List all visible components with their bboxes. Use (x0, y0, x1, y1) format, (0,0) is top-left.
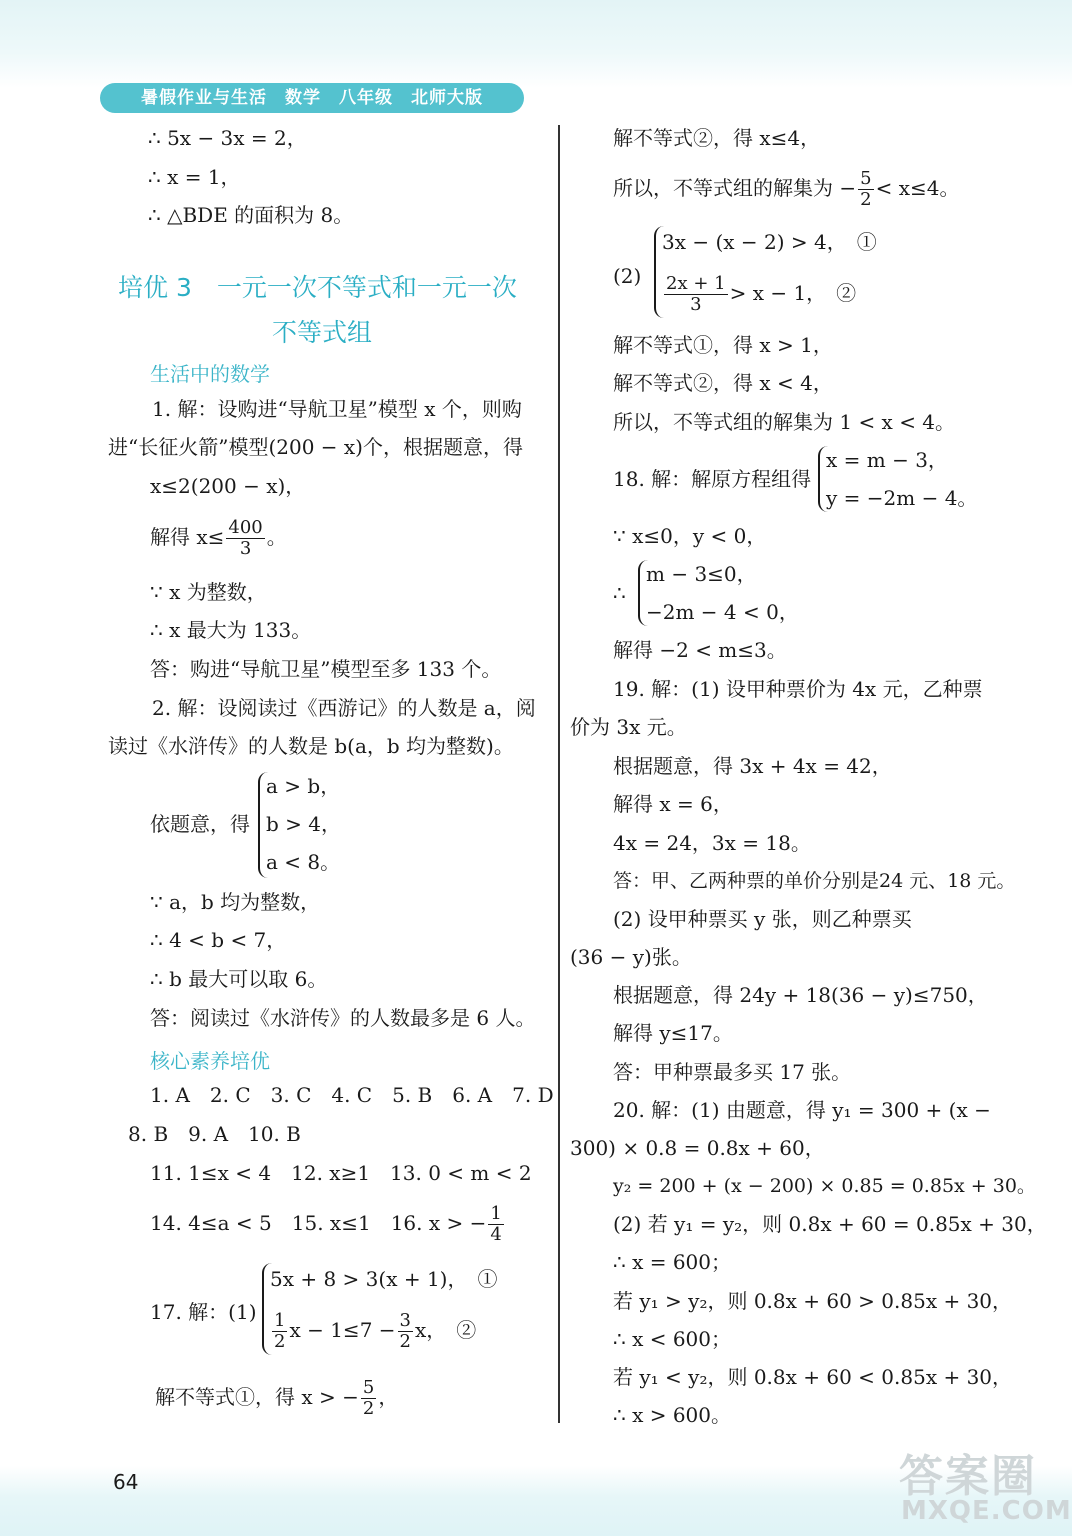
equation-system (258, 772, 378, 882)
text-fragment: < x≤4。 (875, 176, 960, 200)
text-line (613, 163, 959, 213)
text-line: 若 y₁ > y₂，则 0.8x + 60 > 0.85x + 30， (613, 1289, 1013, 1313)
text-line: 解不等式②，得 x≤4， (613, 126, 821, 150)
text-line: (2) 若 y₁ = y₂，则 0.8x + 60 = 0.85x + 30， (613, 1212, 1047, 1236)
text-line: (36 − y)张。 (570, 945, 692, 969)
text-line: 若 y₁ < y₂，则 0.8x + 60 < 0.85x + 30， (613, 1365, 1013, 1389)
system-line: y = −2m − 4。 (826, 486, 978, 510)
text-line: ∵ a，b 均为整数， (150, 890, 321, 914)
text-line: 解得 −2 < m≤3。 (613, 638, 787, 662)
text-line: ∵ x≤0，y < 0， (613, 524, 767, 548)
text-line: 300) × 0.8 = 0.8x + 60， (570, 1136, 825, 1160)
text-line: 答：甲种票最多买 17 张。 (613, 1060, 852, 1084)
text-line: ∴ x 最大为 133。 (150, 618, 312, 642)
text-line: 答：甲、乙两种票的单价分别是24 元、18 元。 (613, 870, 1016, 892)
text-line: (2) (613, 264, 642, 288)
fraction (361, 1378, 376, 1419)
text-line: ∴ (613, 581, 626, 605)
text-line: ∴ b 最大可以取 6。 (150, 967, 328, 991)
subsection-title: 生活中的数学 (150, 362, 270, 386)
watermark-text: 答案圈 (899, 1451, 1037, 1502)
text-line: ∴ x = 600； (613, 1250, 732, 1274)
fraction-numerator: 2x + 1 (666, 273, 726, 294)
system-line: a < 8。 (266, 850, 341, 874)
system-line: b > 4， (266, 812, 341, 836)
system-line: a > b， (266, 774, 341, 798)
section-heading-cont: 不等式组 (272, 318, 373, 347)
running-header: 暑假作业与生活 数学 八年级 北师大版 (100, 83, 524, 113)
fraction-denominator: 4 (490, 1224, 502, 1245)
text-fragment: x， ② (414, 1318, 477, 1342)
text-line: 17. 解：(1) (150, 1300, 257, 1324)
text-line: 2. 解：设阅读过《西游记》的人数是 a，阅 (152, 696, 536, 720)
text-line: ∴ 4 < b < 7， (150, 928, 287, 952)
text-line: 根据题意，得 24y + 18(36 − y)≤750， (613, 983, 988, 1007)
answer-line (150, 1198, 506, 1248)
fraction-denominator: 3 (239, 538, 252, 559)
text-line: 解不等式②，得 x < 4， (613, 371, 833, 395)
system-line: −2m − 4 < 0， (646, 600, 799, 624)
equation-system (654, 226, 934, 322)
text-fragment: x − 1≤7 − (289, 1318, 396, 1342)
fraction-denominator: 2 (860, 189, 872, 210)
text-fragment: 。 (266, 525, 287, 549)
text-line: 依题意，得 (150, 812, 250, 836)
subsection-title: 核心素养培优 (150, 1049, 270, 1073)
text-line: 进“长征火箭”模型(200 − x)个，根据题意，得 (108, 435, 523, 459)
text-line: 读过《水浒传》的人数是 b(a，b 均为整数)。 (108, 734, 514, 758)
text-fragment: 解不等式①，得 x > − (155, 1385, 359, 1409)
fraction-numerator: 1 (274, 1310, 286, 1331)
column-divider (558, 125, 560, 1423)
text-line: 1. 解：设购进“导航卫星”模型 x 个，则购 (152, 397, 522, 421)
page-number: 64 (113, 1470, 139, 1494)
system-line: 5x + 8 > 3(x + 1)， ① (270, 1267, 498, 1291)
answer-line: 11. 1≤x < 4 12. x≥1 13. 0 < m < 2 (150, 1161, 532, 1185)
fraction-numerator: 3 (399, 1310, 411, 1331)
fraction-denominator: 3 (690, 294, 702, 315)
fraction-numerator: 400 (228, 517, 263, 538)
text-line: x≤2(200 − x)， (150, 474, 306, 498)
system-line: m − 3≤0， (646, 562, 757, 586)
fraction-denominator: 2 (274, 1331, 286, 1352)
text-line: ∴ △BDE 的面积为 8。 (148, 203, 354, 227)
text-line: ∴ 5x − 3x = 2， (148, 126, 307, 150)
watermark-url: MXQE.COM (901, 1496, 1072, 1526)
text-fragment: > x − 1， ② (729, 281, 857, 305)
text-line: 所以，不等式组的解集为 1 < x < 4。 (613, 410, 956, 434)
text-fragment: 解得 x≤ (150, 525, 225, 549)
fraction (226, 518, 264, 559)
answer-line: 1. A 2. C 3. C 4. C 5. B 6. A 7. D (150, 1083, 554, 1107)
text-line: ∴ x < 600； (613, 1327, 732, 1351)
fraction (858, 169, 873, 210)
text-line: 价为 3x 元。 (570, 715, 687, 739)
fraction (664, 274, 728, 315)
text-line: 解不等式①，得 x > 1， (613, 333, 833, 357)
text-line: ∵ x 为整数， (150, 580, 267, 604)
text-line: 4x = 24，3x = 18。 (613, 831, 811, 855)
system-line: x = m − 3， (826, 448, 948, 472)
text-line: 解得 x = 6， (613, 792, 733, 816)
equation-system (638, 560, 838, 630)
system-line (270, 1307, 476, 1353)
answer-line: 8. B 9. A 10. B (128, 1122, 301, 1146)
text-line: 答：阅读过《水浒传》的人数最多是 6 人。 (150, 1006, 536, 1030)
fraction (398, 1311, 413, 1352)
text-line: ∴ x = 1， (148, 165, 241, 189)
equation-system (818, 446, 1018, 516)
section-heading: 培优 3 一元一次不等式和一元一次 (118, 273, 517, 302)
text-line (150, 512, 287, 562)
fraction-denominator: 2 (362, 1398, 375, 1419)
text-fragment: 14. 4≤a < 5 15. x≤1 16. x > − (150, 1211, 487, 1235)
text-line: 答：购进“导航卫星”模型至多 133 个。 (150, 657, 502, 681)
fraction-numerator: 5 (860, 168, 872, 189)
text-fragment: ， (378, 1385, 399, 1409)
text-line: ∴ x > 600。 (613, 1403, 732, 1427)
text-line: (2) 设甲种票买 y 张，则乙种票买 (613, 907, 912, 931)
text-line: 20. 解：(1) 由题意，得 y₁ = 300 + (x − (613, 1098, 991, 1122)
fraction-numerator: 5 (362, 1377, 375, 1398)
text-line: 根据题意，得 3x + 4x = 42， (613, 754, 892, 778)
watermark-logo (893, 1440, 1072, 1528)
fraction (488, 1204, 503, 1245)
text-line: 18. 解：解原方程组得 (613, 467, 812, 491)
fraction (272, 1311, 287, 1352)
fraction-numerator: 1 (490, 1203, 502, 1224)
text-line: y₂ = 200 + (x − 200) × 0.85 = 0.85x + 30。 (613, 1175, 1036, 1197)
text-fragment: 所以，不等式组的解集为 − (613, 176, 857, 200)
top-decor-band (0, 0, 1072, 88)
text-line (155, 1372, 398, 1422)
system-line (662, 270, 856, 316)
text-line: 19. 解：(1) 设甲种票价为 4x 元，乙种票 (613, 677, 983, 701)
equation-system (262, 1263, 522, 1359)
fraction-denominator: 2 (399, 1331, 411, 1352)
system-line: 3x − (x − 2) > 4， ① (662, 230, 877, 254)
text-line: 解得 y≤17。 (613, 1021, 733, 1045)
